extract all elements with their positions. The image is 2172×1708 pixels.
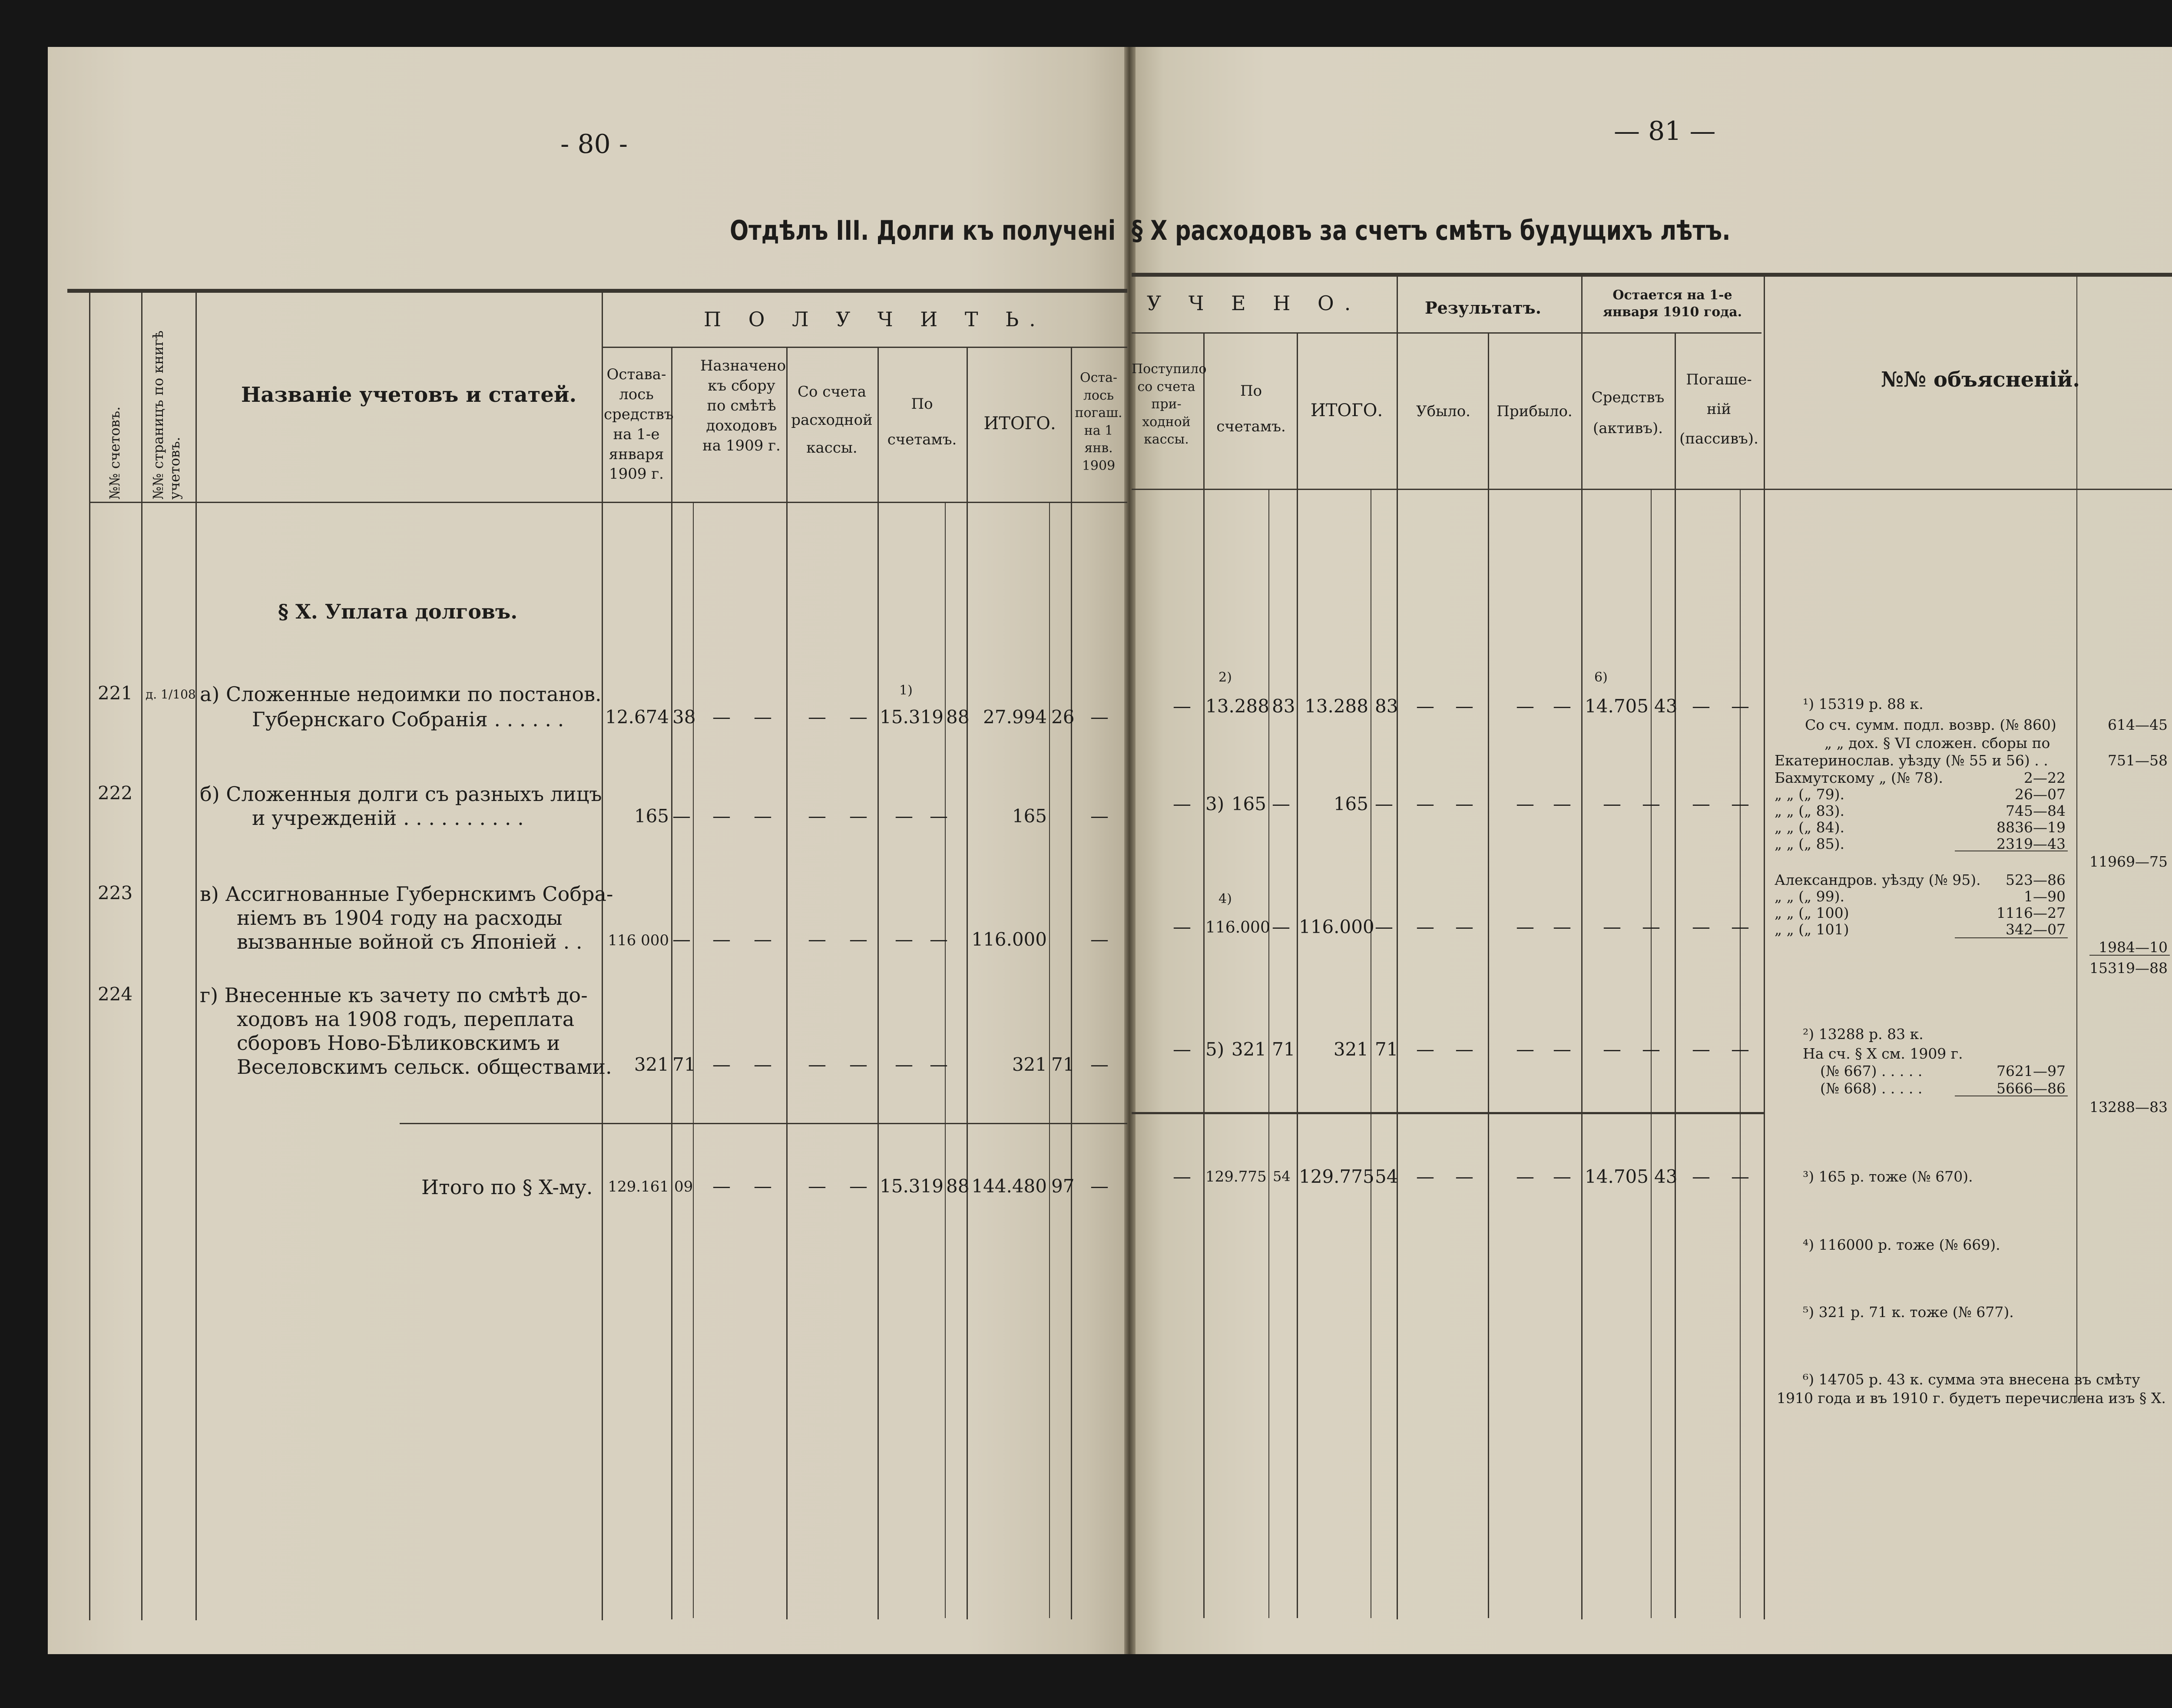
- empty-cell-dash: —: [849, 706, 867, 728]
- empty-cell-dash: —: [1090, 805, 1109, 827]
- empty-cell-dash: —: [1516, 916, 1534, 937]
- empty-cell-dash: —: [1455, 793, 1473, 814]
- empty-cell-dash: —: [1603, 916, 1621, 937]
- note-rule: [1955, 937, 2068, 938]
- row-221-rem-k: 38: [672, 706, 696, 728]
- total-rem-k: 09: [674, 1178, 693, 1195]
- empty-cell-dash: —: [1516, 695, 1534, 717]
- empty-cell-dash: —: [1416, 1166, 1434, 1187]
- row-221-rem: 12.674: [605, 706, 669, 728]
- empty-cell-dash: —: [930, 805, 948, 827]
- total-r-total: 129.775: [1299, 1166, 1374, 1187]
- row-222-rem: 165: [634, 805, 669, 827]
- empty-cell-dash: —: [808, 706, 826, 728]
- note1-val7: 1116—27: [1997, 904, 2066, 921]
- empty-cell-dash: —: [808, 929, 826, 950]
- row-223-r-mark: 4): [1218, 891, 1232, 907]
- row-223-total: 116.000: [971, 929, 1047, 950]
- empty-cell-dash: —: [1272, 793, 1290, 814]
- vline: [141, 291, 142, 1620]
- header-c11: Прибыло.: [1497, 403, 1573, 420]
- note4: ⁴) 116000 р. тоже (№ 669).: [1803, 1236, 2000, 1253]
- header-c7: Поступило со счета при-ходной кассы.: [1132, 361, 1207, 447]
- empty-cell-dash: —: [1692, 793, 1710, 814]
- row-221-by-acc-k: 88: [946, 706, 970, 728]
- row-223-name3: вызванные войной съ Японіей . .: [237, 930, 583, 953]
- empty-cell-dash: —: [1416, 793, 1434, 814]
- total-r-acc-k: 54: [1273, 1168, 1291, 1185]
- note-rule: [2089, 955, 2170, 956]
- note1-line8: „ „ („ 85).: [1775, 835, 1844, 852]
- row-221-total: 27.994: [983, 706, 1047, 728]
- empty-cell-dash: —: [1553, 1166, 1571, 1187]
- empty-cell-dash: —: [808, 1175, 826, 1197]
- empty-cell-dash: —: [1375, 793, 1393, 814]
- empty-cell-dash: —: [1272, 916, 1290, 937]
- note1-val4: 2319—43: [1997, 835, 2066, 852]
- top-rule-right: [1132, 273, 2172, 277]
- note1-line5: „ „ („ 79).: [1775, 786, 1844, 803]
- empty-cell-dash: —: [1731, 793, 1749, 814]
- empty-cell-dash: —: [1731, 916, 1749, 937]
- empty-cell-dash: —: [808, 1054, 826, 1075]
- title-right: § X расходовъ за счетъ смѣтъ будущихъ лѣтъ.: [1132, 215, 1731, 246]
- empty-cell-dash: —: [1642, 1039, 1660, 1060]
- note5: ⁵) 321 р. 71 к. тоже (№ 677).: [1803, 1304, 2014, 1321]
- note3: ³) 165 р. тоже (№ 670).: [1803, 1168, 1973, 1185]
- row-221-name1: а) Сложенные недоимки по постанов.: [200, 682, 602, 706]
- note1-line3: Екатеринослав. уѣзду (№ 55 и 56) . .: [1775, 752, 2048, 769]
- empty-cell-dash: —: [1416, 916, 1434, 937]
- note1-line9: Александров. уѣзду (№ 95).: [1775, 871, 1981, 888]
- row-221-act-mark: 6): [1594, 670, 1608, 685]
- note1-line10: „ „ („ 99).: [1775, 888, 1844, 905]
- row-221-r-total: 13.288: [1305, 695, 1368, 717]
- row-224-total-k: 71: [1051, 1054, 1075, 1075]
- empty-cell-dash: —: [1455, 695, 1473, 717]
- row-224-total: 321: [1012, 1054, 1047, 1075]
- empty-cell-dash: —: [1692, 916, 1710, 937]
- note1-val6: 1—90: [2024, 888, 2066, 905]
- row-224-rem-k: 71: [672, 1054, 696, 1075]
- empty-cell-dash: —: [1516, 1039, 1534, 1060]
- row-221-total-k: 26: [1051, 706, 1075, 728]
- empty-cell-dash: —: [1692, 695, 1710, 717]
- header-c3: Со счета расходной кассы.: [791, 383, 873, 457]
- total-total-k: 97: [1051, 1175, 1075, 1197]
- note1-val0: 2—22: [2024, 769, 2066, 786]
- empty-cell-dash: —: [895, 805, 913, 827]
- note1-right2: 11969—75: [2089, 853, 2168, 870]
- empty-cell-dash: —: [712, 805, 731, 827]
- header-c5: ИТОГО.: [983, 414, 1056, 434]
- total-label: Итого по § X-му.: [421, 1175, 593, 1199]
- note1-val2: 745—84: [2006, 802, 2066, 819]
- empty-cell-dash: —: [1173, 1166, 1191, 1187]
- empty-cell-dash: —: [1455, 916, 1473, 937]
- header-acc-no: №№ счетовъ.: [106, 406, 123, 500]
- note1-line4: Бахмутскому „ (№ 78).: [1775, 769, 1943, 786]
- total-act-k: 43: [1654, 1166, 1678, 1187]
- note1-val5: 523—86: [2006, 871, 2066, 888]
- empty-cell-dash: —: [849, 805, 867, 827]
- empty-cell-dash: —: [1516, 1166, 1534, 1187]
- row-223-rem: 116 000: [608, 932, 669, 949]
- empty-cell-dash: —: [1455, 1039, 1473, 1060]
- header-remain-group: Остается на 1-е января 1910 года.: [1603, 288, 1742, 320]
- vline: [195, 291, 197, 1620]
- row-221-r-mark: 2): [1218, 670, 1232, 685]
- row-224-name2: ходовъ на 1908 годъ, переплата: [237, 1007, 575, 1031]
- empty-cell-dash: —: [1553, 695, 1571, 717]
- vline: [1675, 332, 1676, 1618]
- note1-line11: „ „ („ 100): [1775, 904, 1849, 921]
- header-explain: №№ объясненій.: [1881, 367, 2080, 392]
- row-224-name1: г) Внесенные къ зачету по смѣтѣ до-: [200, 983, 588, 1007]
- empty-cell-dash: —: [1375, 916, 1393, 937]
- right-page-number: — 81 —: [1614, 116, 1716, 146]
- note2-line1: На сч. § X см. 1909 г.: [1803, 1045, 1963, 1062]
- empty-cell-dash: —: [1416, 695, 1434, 717]
- empty-cell-dash: —: [754, 1175, 772, 1197]
- vline: [2076, 273, 2077, 1402]
- empty-cell-dash: —: [1090, 1175, 1109, 1197]
- header-bottom-left: [89, 502, 1127, 503]
- empty-cell-dash: —: [849, 929, 867, 950]
- empty-cell-dash: —: [712, 929, 731, 950]
- empty-cell-dash: —: [895, 929, 913, 950]
- empty-cell-dash: —: [754, 805, 772, 827]
- empty-cell-dash: —: [1416, 1039, 1434, 1060]
- header-bottom-right: [1132, 489, 2172, 490]
- row-223-name2: ніемъ въ 1904 году на расходы: [237, 906, 563, 930]
- note1-right0: 614—45: [2108, 716, 2168, 733]
- header-c1: Остава-лось средствъ на 1-е января 1909 г.: [604, 366, 674, 483]
- header-c4: По счетамъ.: [887, 395, 957, 448]
- empty-cell-dash: —: [672, 929, 691, 950]
- empty-cell-dash: —: [1090, 706, 1109, 728]
- note6a: ⁶) 14705 р. 43 к. сумма эта внесена въ смѣту: [1803, 1371, 2140, 1388]
- row-222-r-mark: 3): [1205, 793, 1225, 814]
- empty-cell-dash: —: [1455, 1166, 1473, 1187]
- total-total: 144.480: [971, 1175, 1047, 1197]
- empty-cell-dash: —: [1731, 1166, 1749, 1187]
- row-222-total: 165: [1012, 805, 1047, 827]
- note1-line6: „ „ („ 83).: [1775, 802, 1844, 819]
- note1-val1: 26—07: [2015, 786, 2066, 803]
- row-223-r-acc: 116.000: [1205, 919, 1270, 937]
- row-221-r-acc-k: 83: [1272, 695, 1295, 717]
- header-received-group: У Ч Е Н О.: [1147, 291, 1361, 315]
- row-224-r-mark: 5): [1205, 1039, 1225, 1060]
- total-rule-left: [400, 1123, 1127, 1124]
- empty-cell-dash: —: [712, 1175, 731, 1197]
- vline: [89, 291, 90, 1620]
- rule-sub-left: [602, 347, 1127, 348]
- vline: [786, 347, 788, 1619]
- header-c12: Средствъ (активъ).: [1591, 389, 1665, 437]
- note1-line2: „ „ дох. § VI сложен. сборы по: [1824, 735, 2050, 751]
- empty-cell-dash: —: [1553, 916, 1571, 937]
- row-221-act-k: 43: [1654, 695, 1678, 717]
- empty-cell-dash: —: [1173, 695, 1191, 717]
- row-224-r-total: 321: [1333, 1039, 1368, 1060]
- vline: [1203, 332, 1205, 1618]
- top-rule-left: [67, 289, 1127, 293]
- note1-val3: 8836—19: [1997, 819, 2066, 836]
- vline: [1397, 273, 1398, 1619]
- total-by-acc-k: 88: [946, 1175, 970, 1197]
- empty-cell-dash: —: [1090, 929, 1109, 950]
- empty-cell-dash: —: [672, 805, 691, 827]
- empty-cell-dash: —: [1692, 1166, 1710, 1187]
- empty-cell-dash: —: [849, 1054, 867, 1075]
- header-c10: Убыло.: [1416, 403, 1470, 420]
- rule-sub-right: [1132, 332, 1761, 334]
- empty-cell-dash: —: [1642, 916, 1660, 937]
- note1-right1: 751—58: [2108, 752, 2168, 769]
- row-222-name2: и учрежденій . . . . . . . . . .: [252, 806, 524, 830]
- header-c2: Назначено къ сбору по смѣтѣ доходовъ на 1909 г.: [700, 357, 786, 454]
- empty-cell-dash: —: [712, 706, 731, 728]
- row-224-name3: сборовъ Ново-Бѣликовскимъ и: [237, 1031, 560, 1055]
- empty-cell-dash: —: [1090, 1054, 1109, 1075]
- empty-cell-dash: —: [849, 1175, 867, 1197]
- row-223-r-total: 116.000: [1299, 916, 1374, 937]
- book-gutter: [1124, 47, 1136, 1654]
- row-221-by-acc: 15.319: [880, 706, 944, 728]
- total-rem: 129.161: [608, 1178, 669, 1195]
- total-r-acc: 129.775: [1205, 1168, 1267, 1185]
- empty-cell-dash: —: [1603, 793, 1621, 814]
- row-224-r-acc: 321: [1231, 1039, 1266, 1060]
- note2-val1: 5666—86: [1997, 1080, 2066, 1097]
- empty-cell-dash: —: [1516, 793, 1534, 814]
- left-page-number: - 80 -: [560, 129, 628, 159]
- header-result-group: Результатъ.: [1425, 298, 1542, 318]
- empty-cell-dash: —: [808, 805, 826, 827]
- vline: [1268, 489, 1269, 1618]
- total-act: 14.705: [1585, 1166, 1649, 1187]
- empty-cell-dash: —: [754, 1054, 772, 1075]
- vline: [1049, 502, 1050, 1618]
- row-224-no: 224: [98, 983, 133, 1005]
- note2-line3: (№ 668) . . . . .: [1820, 1080, 1923, 1097]
- empty-cell-dash: —: [895, 1054, 913, 1075]
- row-222-r-total: 165: [1333, 793, 1368, 814]
- row-224-r-total-k: 71: [1375, 1039, 1398, 1060]
- row-222-r-acc: 165: [1231, 793, 1266, 814]
- row-223-no: 223: [98, 882, 133, 904]
- empty-cell-dash: —: [712, 1054, 731, 1075]
- vline: [1297, 332, 1298, 1618]
- empty-cell-dash: —: [1173, 1039, 1191, 1060]
- vline: [877, 347, 879, 1619]
- empty-cell-dash: —: [930, 1054, 948, 1075]
- header-c6: Оста-лось погаш. на 1 янв. 1909: [1075, 370, 1122, 473]
- row-221-act: 14.705: [1585, 695, 1649, 717]
- note1-right4: 15319—88: [2089, 960, 2168, 976]
- note1-line12: „ „ („ 101): [1775, 921, 1849, 938]
- empty-cell-dash: —: [1173, 916, 1191, 937]
- row-221-no: 221: [98, 682, 133, 704]
- row-221-r-total-k: 83: [1375, 695, 1398, 717]
- empty-cell-dash: —: [1731, 695, 1749, 717]
- vline: [967, 347, 968, 1619]
- row-221-r-acc: 13.288: [1205, 695, 1269, 717]
- empty-cell-dash: —: [1553, 1039, 1571, 1060]
- vline: [1764, 273, 1765, 1619]
- empty-cell-dash: —: [1173, 793, 1191, 814]
- row-224-r-acc-k: 71: [1272, 1039, 1295, 1060]
- row-224-rem: 321: [634, 1054, 669, 1075]
- note2-line0: ²) 13288 р. 83 к.: [1803, 1026, 1924, 1043]
- total-by-acc: 15.319: [880, 1175, 944, 1197]
- note1-line0: ¹) 15319 р. 88 к.: [1803, 695, 1924, 712]
- vline: [671, 347, 672, 1619]
- empty-cell-dash: —: [1731, 1039, 1749, 1060]
- vline: [1071, 347, 1072, 1619]
- total-r-total-k: 54: [1375, 1166, 1398, 1187]
- note2-right: 13288—83: [2089, 1099, 2168, 1115]
- title-left: Отдѣлъ III. Долги къ получені: [730, 215, 1116, 246]
- empty-cell-dash: —: [754, 706, 772, 728]
- row-224-name4: Веселовскимъ сельск. обществами.: [237, 1055, 612, 1079]
- row-222-name1: б) Сложенныя долги съ разныхъ лицъ: [200, 782, 602, 806]
- row-223-name1: в) Ассигнованные Губернскимъ Собра-: [200, 882, 613, 906]
- note1-line1: Со сч. сумм. подл. возвр. (№ 860): [1805, 716, 2056, 733]
- empty-cell-dash: —: [754, 929, 772, 950]
- note6b: 1910 года и въ 1910 г. будетъ перечислена изъ § X.: [1777, 1390, 2166, 1407]
- section-title: § X. Уплата долговъ.: [278, 600, 518, 623]
- note1-right3: 1984—10: [2099, 939, 2168, 956]
- vline: [602, 291, 603, 1620]
- row-221-acc-mark: 1): [899, 683, 913, 698]
- total-rule-right: [1132, 1112, 1764, 1114]
- note1-val8: 342—07: [2006, 921, 2066, 938]
- note2-val0: 7621—97: [1997, 1063, 2066, 1079]
- note2-line2: (№ 667) . . . . .: [1820, 1063, 1923, 1079]
- empty-cell-dash: —: [1603, 1039, 1621, 1060]
- row-221-name2: Губернскаго Собранія . . . . . .: [252, 708, 564, 731]
- header-c9: ИТОГО.: [1310, 401, 1383, 420]
- vline: [1488, 332, 1489, 1618]
- header-receive-group: П О Л У Ч И Т Ь.: [704, 308, 1046, 331]
- note1-line7: „ „ („ 84).: [1775, 819, 1844, 836]
- empty-cell-dash: —: [1553, 793, 1571, 814]
- empty-cell-dash: —: [1642, 793, 1660, 814]
- header-c8: По счетамъ.: [1216, 382, 1286, 435]
- header-c13: Погаше-ній (пассивъ).: [1679, 371, 1758, 447]
- vline: [1581, 273, 1583, 1619]
- header-name: Названіе учетовъ и статей.: [241, 383, 577, 407]
- empty-cell-dash: —: [1692, 1039, 1710, 1060]
- row-222-no: 222: [98, 782, 133, 804]
- header-page-no: №№ страницъ по книгѣ учетовъ.: [150, 330, 183, 500]
- empty-cell-dash: —: [930, 929, 948, 950]
- row-221-page: д. 1/108: [146, 687, 196, 702]
